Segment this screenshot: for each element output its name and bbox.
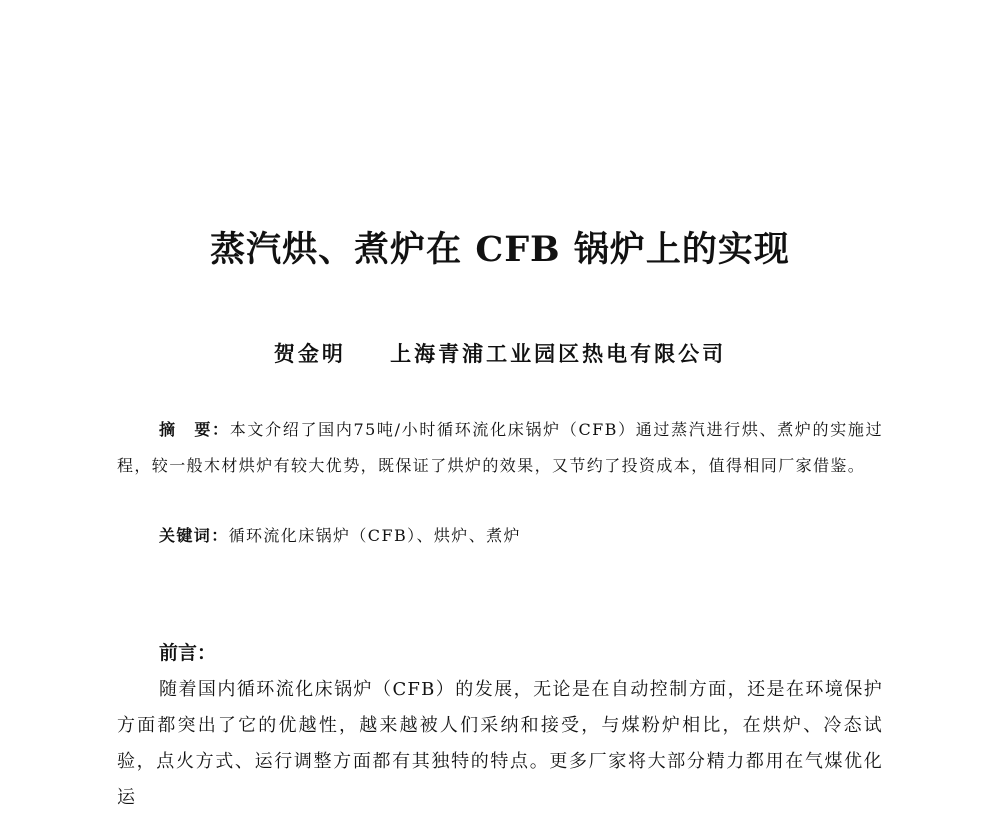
author-affiliation: 上海青浦工业园区热电有限公司 — [390, 341, 727, 366]
abstract-text: 本文介绍了国内75吨/小时循环流化床锅炉（CFB）通过蒸汽进行烘、煮炉的实施过程，较一般木材烘炉有较大优势，既保证了烘炉的效果，又节约了投资成本，值得相同厂家借鉴。 — [117, 420, 884, 475]
paper-title: 蒸汽烘、煮炉在 CFB 锅炉上的实现 — [210, 229, 790, 270]
section-heading-foreword: 前言： — [159, 642, 217, 664]
body-paragraph-text: 随着国内循环流化床锅炉（CFB）的发展，无论是在自动控制方面，还是在环境保护方面都突出了它的优越性，越来越被人们采纳和接受，与煤粉炉相比，在烘炉、冷态试验，点火方式、运行调整方面都有其独特的特点。更多厂家将大部分精力都用在气煤优化运 — [117, 679, 883, 808]
author-name: 贺金明 — [273, 341, 346, 366]
keywords-text: 循环流化床锅炉（CFB）、烘炉、煮炉 — [228, 526, 521, 545]
body-paragraph — [117, 672, 883, 816]
keywords-label: 关键词： — [159, 526, 229, 545]
abstract-label: 摘 要： — [159, 420, 230, 439]
abstract — [117, 412, 883, 484]
keywords — [159, 521, 883, 551]
byline — [0, 338, 1000, 368]
